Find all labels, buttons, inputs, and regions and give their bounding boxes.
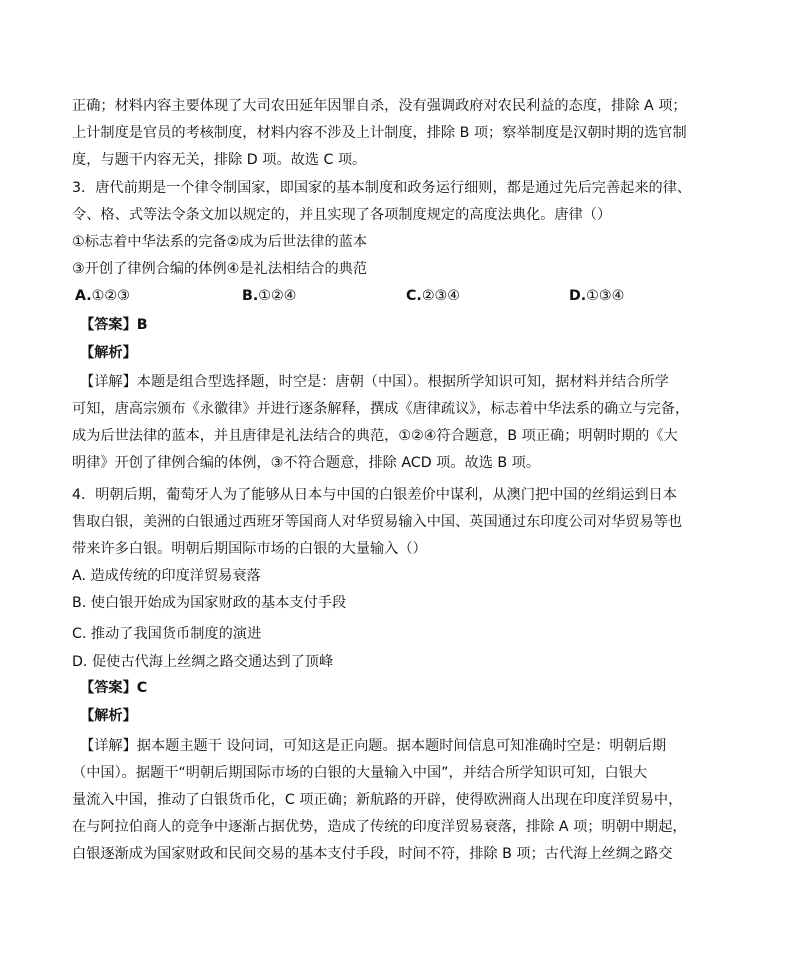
answer-label: 【答案】B	[80, 317, 148, 333]
question-3-stem: 3．唐代前期是一个律令制国家，即国家的基本制度和政务运行细则，都是通过先后完善起来的律、	[72, 180, 692, 196]
question-4-stem: 售取白银，美洲的白银通过西班牙等国商人对华贸易输入中国、英国通过东印度公司对华贸易等也	[72, 514, 683, 530]
option-d: D. 促使古代海上丝绸之路交通达到了顶峰	[72, 654, 334, 670]
question-3-statement: ③开创了律例合编的体例④是礼法相结合的典范	[72, 261, 368, 277]
detail-line: 成为后世法律的蓝本，并且唐律是礼法结合的典范，①②④符合题意，B 项正确；明朝时期的《大	[72, 428, 678, 444]
text-line: 度，与题干内容无关，排除 D 项。故选 C 项。	[72, 152, 367, 168]
answer-label: 【答案】C	[80, 680, 148, 696]
option-b: B. 使白银开始成为国家财政的基本支付手段	[72, 595, 347, 611]
text-line: 正确；材料内容主要体现了大司农田延年因罪自杀，没有强调政府对农民利益的态度，排除 A 项；	[72, 98, 687, 114]
option-a: A. 造成传统的印度洋贸易衰落	[72, 568, 261, 584]
option-b: B.①②④	[242, 288, 297, 304]
detail-line: 【详解】据本题主题干 设问词，可知这是正向题。据本题时间信息可知准确时空是：明朝后期	[80, 738, 667, 754]
option-a: A.①②③	[75, 288, 130, 304]
text-line: 上计制度是官员的考核制度，材料内容不涉及上计制度，排除 B 项；察举制度是汉朝时期的选官制	[72, 125, 687, 141]
question-4-stem: 4．明朝后期，葡萄牙人为了能够从日本与中国的白银差价中谋利，从澳门把中国的丝绢运到日本	[72, 487, 677, 503]
question-4-stem: 带来许多白银。明朝后期国际市场的白银的大量输入（）	[72, 541, 427, 557]
detail-line: 在与阿拉伯商人的竞争中逐渐占据优势，造成了传统的印度洋贸易衰落，排除 A 项；明朝中期起，	[72, 819, 687, 835]
question-3-stem: 令、格、式等法令条文加以规定的，并且实现了各项制度规定的高度法典化。唐律（）	[72, 207, 612, 223]
option-c: C. 推动了我国货币制度的演进	[72, 626, 262, 642]
detail-line: 可知，唐高宗颁布《永徽律》并进行逐条解释，撰成《唐律疏议》，标志着中华法系的确立与完备，	[72, 401, 690, 417]
option-c: C.②③④	[406, 288, 460, 304]
question-3-statement: ①标志着中华法系的完备②成为后世法律的蓝本	[72, 234, 368, 250]
detail-line: 【详解】本题是组合型选择题，时空是：唐朝（中国）。根据所学知识可知，据材料并结合所学	[80, 374, 669, 390]
detail-line: （中国）。据题干“明朝后期国际市场的白银的大量输入中国”，并结合所学知识可知，白银大	[72, 765, 648, 781]
detail-line: 明律》开创了律例合编的体例，③不符合题意，排除 ACD 项。故选 B 项。	[72, 455, 541, 471]
option-d: D.①③④	[569, 288, 625, 304]
analysis-label: 【解析】	[80, 345, 137, 361]
analysis-label: 【解析】	[80, 708, 137, 724]
detail-line: 白银逐渐成为国家财政和民间交易的基本支付手段，时间不符，排除 B 项；古代海上丝绸之路交	[72, 846, 673, 862]
detail-line: 量流入中国，推动了白银货币化，C 项正确；新航路的开辟，使得欧洲商人出现在印度洋贸易中，	[72, 792, 683, 808]
